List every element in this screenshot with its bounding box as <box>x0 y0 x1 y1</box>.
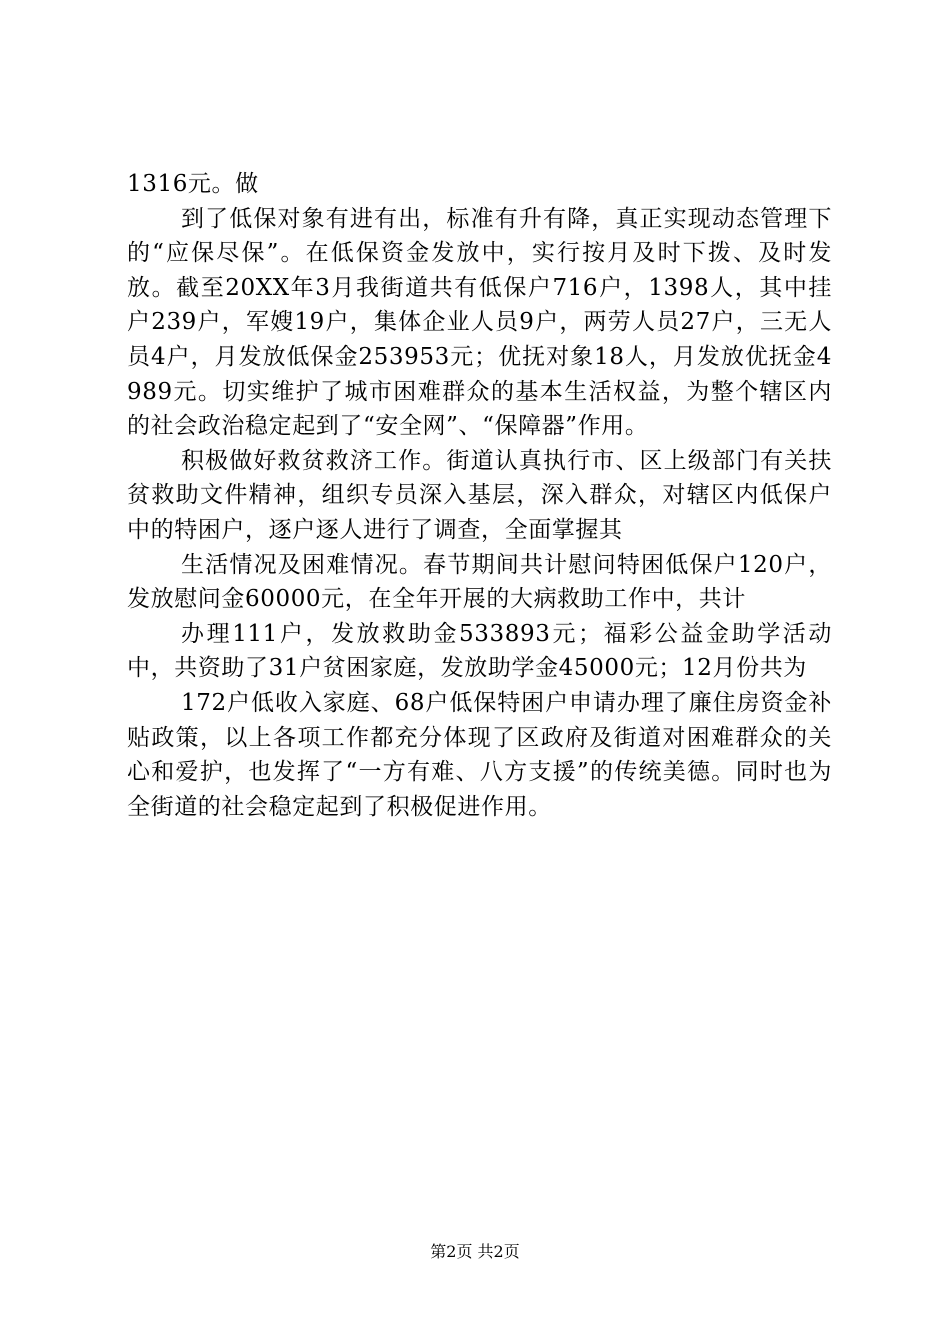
paragraph-5: 办理111户，发放救助金533893元；福彩公益金助学活动中，共资助了31户贫困家庭，发放助学金45000元；12月份共为 <box>127 620 832 682</box>
paragraph-6: 172户低收入家庭、68户低保特困户申请办理了廉住房资金补贴政策，以上各项工作都充分体现了区政府及街道对困难群众的关心和爱护，也发挥了“一方有难、八方支援”的传统美德。同时也为全街道的社会稳定起到了积极促进作用。 <box>127 689 832 820</box>
page-number-label: 第2页 共2页 <box>430 1242 520 1261</box>
paragraph-2: 到了低保对象有进有出，标准有升有降，真正实现动态管理下的“应保尽保”。在低保资金发放中，实行按月及时下拨、及时发放。截至20XX年3月我街道共有低保户716户，1398人，其中挂户239户，军嫂19户，集体企业人员9户，两劳人员27户，三无人员4户，月发放低保金253953元；优抚对象18人，月发放优抚金4989元。切实维护了城市困难群众的基本生活权益，为整个辖区内的社会政治稳定起到了“安全网”、“保障器”作用。 <box>127 205 832 440</box>
paragraph-3: 积极做好救贫救济工作。街道认真执行市、区上级部门有关扶贫救助文件精神，组织专员深入基层，深入群众，对辖区内低保户中的特困户，逐户逐人进行了调查，全面掌握其 <box>127 447 832 543</box>
paragraph-1: 1316元。做 <box>127 171 259 197</box>
document-body <box>127 167 832 824</box>
page-footer <box>0 1240 950 1264</box>
paragraph-4: 生活情况及困难情况。春节期间共计慰问特困低保户120户，发放慰问金60000元，在全年开展的大病救助工作中，共计 <box>127 551 832 613</box>
